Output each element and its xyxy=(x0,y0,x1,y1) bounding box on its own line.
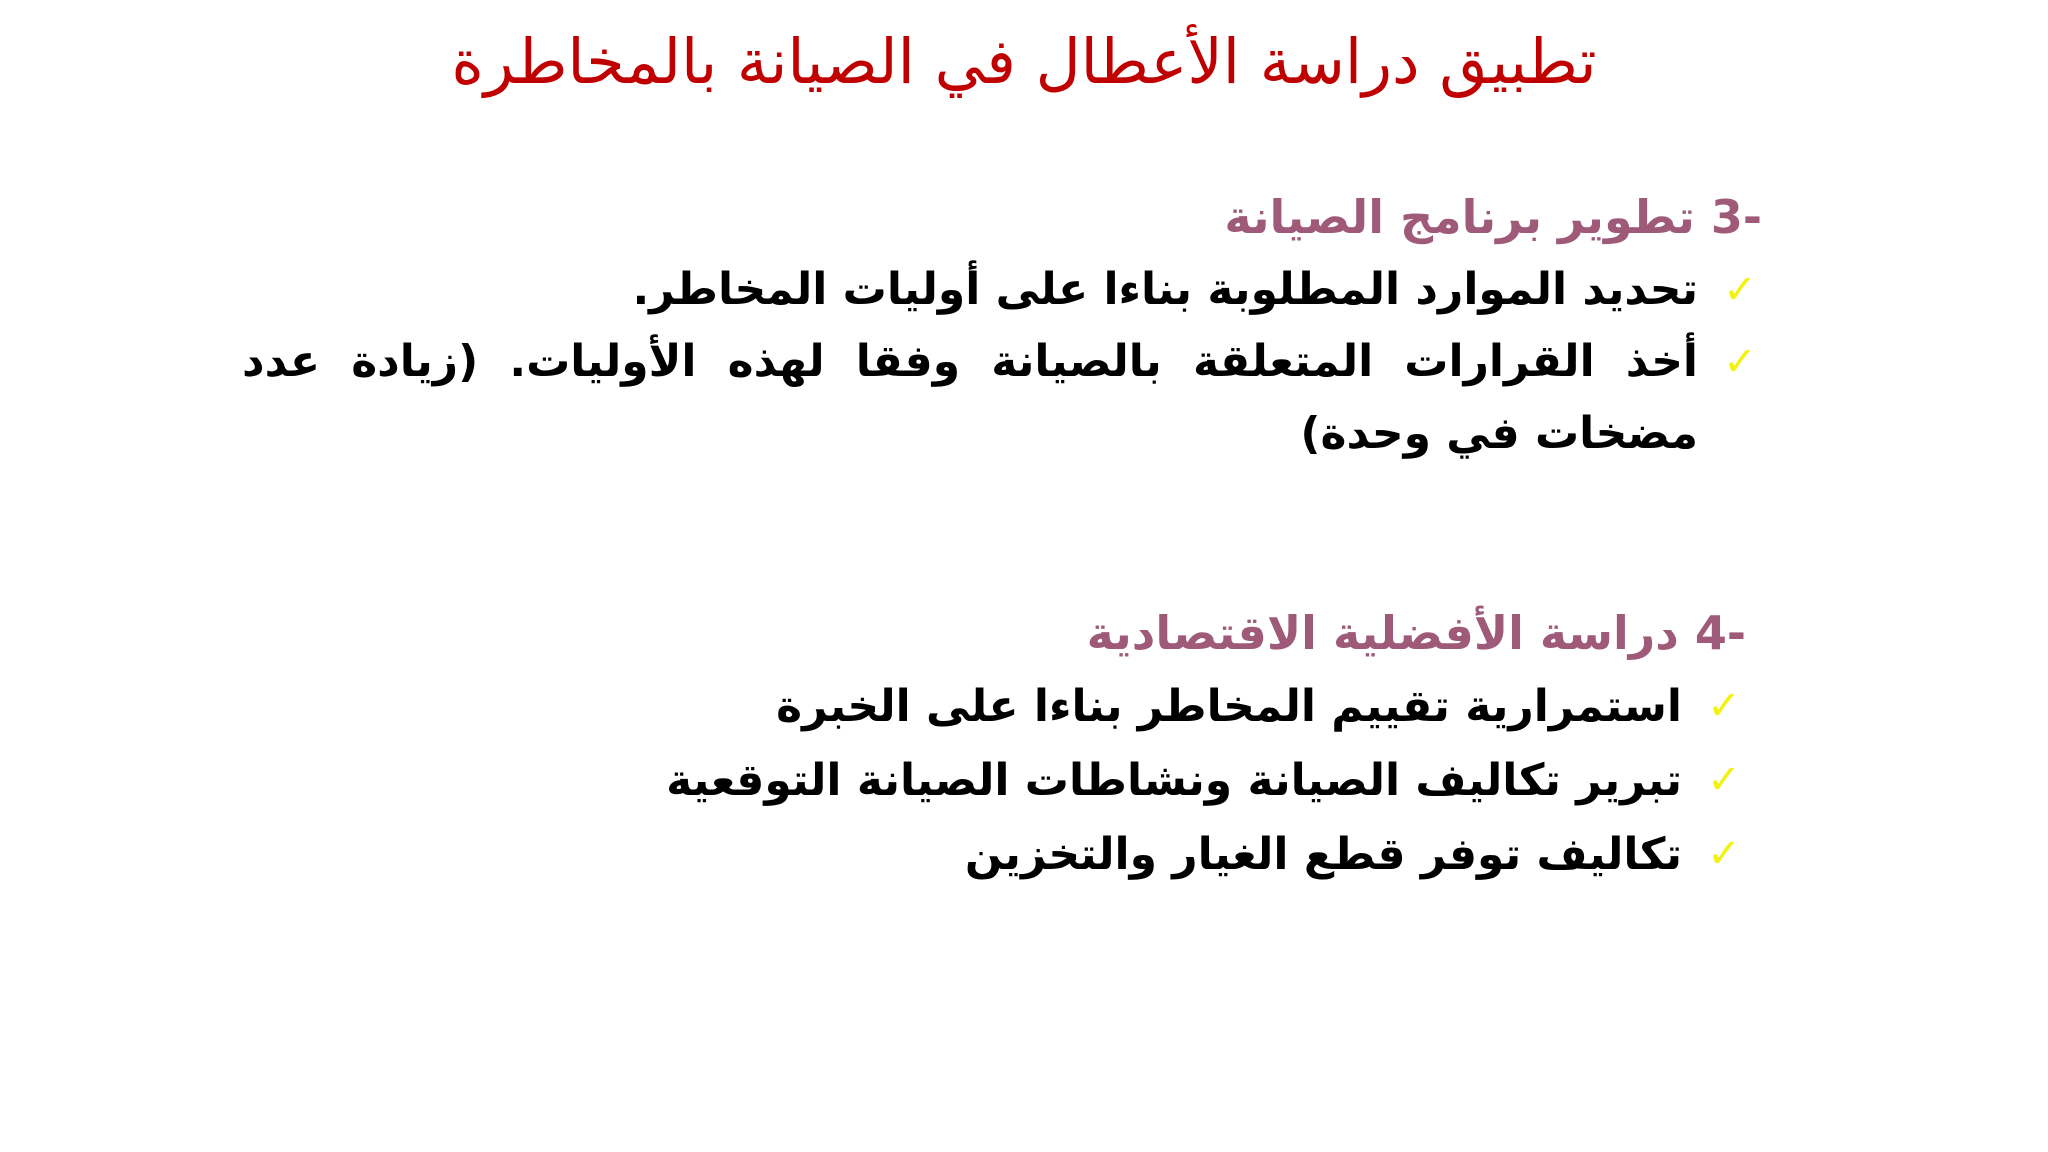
bullet-list xyxy=(242,254,1762,470)
list-item xyxy=(266,744,1746,818)
list-item-text: تحديد الموارد المطلوبة بناءا على أوليات المخاطر. xyxy=(632,264,1698,315)
section-heading-text: دراسة الأفضلية الاقتصادية xyxy=(1086,606,1679,660)
bullet-list xyxy=(266,670,1746,892)
section-heading-text: تطوير برنامج الصيانة xyxy=(1224,190,1695,244)
section-economic-preference xyxy=(266,596,1746,892)
list-item-text: استمرارية تقييم المخاطر بناءا على الخبرة xyxy=(776,681,1682,732)
check-mark-icon: ✓ xyxy=(1723,267,1757,313)
check-mark-icon: ✓ xyxy=(1707,757,1741,803)
section-heading xyxy=(266,596,1746,670)
list-item xyxy=(266,818,1746,892)
section-heading xyxy=(242,180,1762,254)
section-number: 3- xyxy=(1710,190,1762,244)
slide-title: تطبيق دراسة الأعطال في الصيانة بالمخاطرة xyxy=(451,25,1597,98)
list-item-text: أخذ القرارات المتعلقة بالصيانة وفقا لهذه الأوليات. (زيادة عدد مضخات في وحدة) xyxy=(242,336,1698,459)
check-mark-icon: ✓ xyxy=(1723,339,1757,385)
list-item-text: تبرير تكاليف الصيانة ونشاطات الصيانة التوقعية xyxy=(666,755,1682,806)
section-maintenance-program xyxy=(242,180,1762,470)
list-item xyxy=(242,254,1762,326)
check-mark-icon: ✓ xyxy=(1707,683,1741,729)
list-item-text: تكاليف توفر قطع الغيار والتخزين xyxy=(964,829,1682,880)
check-mark-icon: ✓ xyxy=(1707,831,1741,877)
list-item xyxy=(266,670,1746,744)
list-item xyxy=(242,326,1762,470)
section-number: 4- xyxy=(1694,606,1746,660)
